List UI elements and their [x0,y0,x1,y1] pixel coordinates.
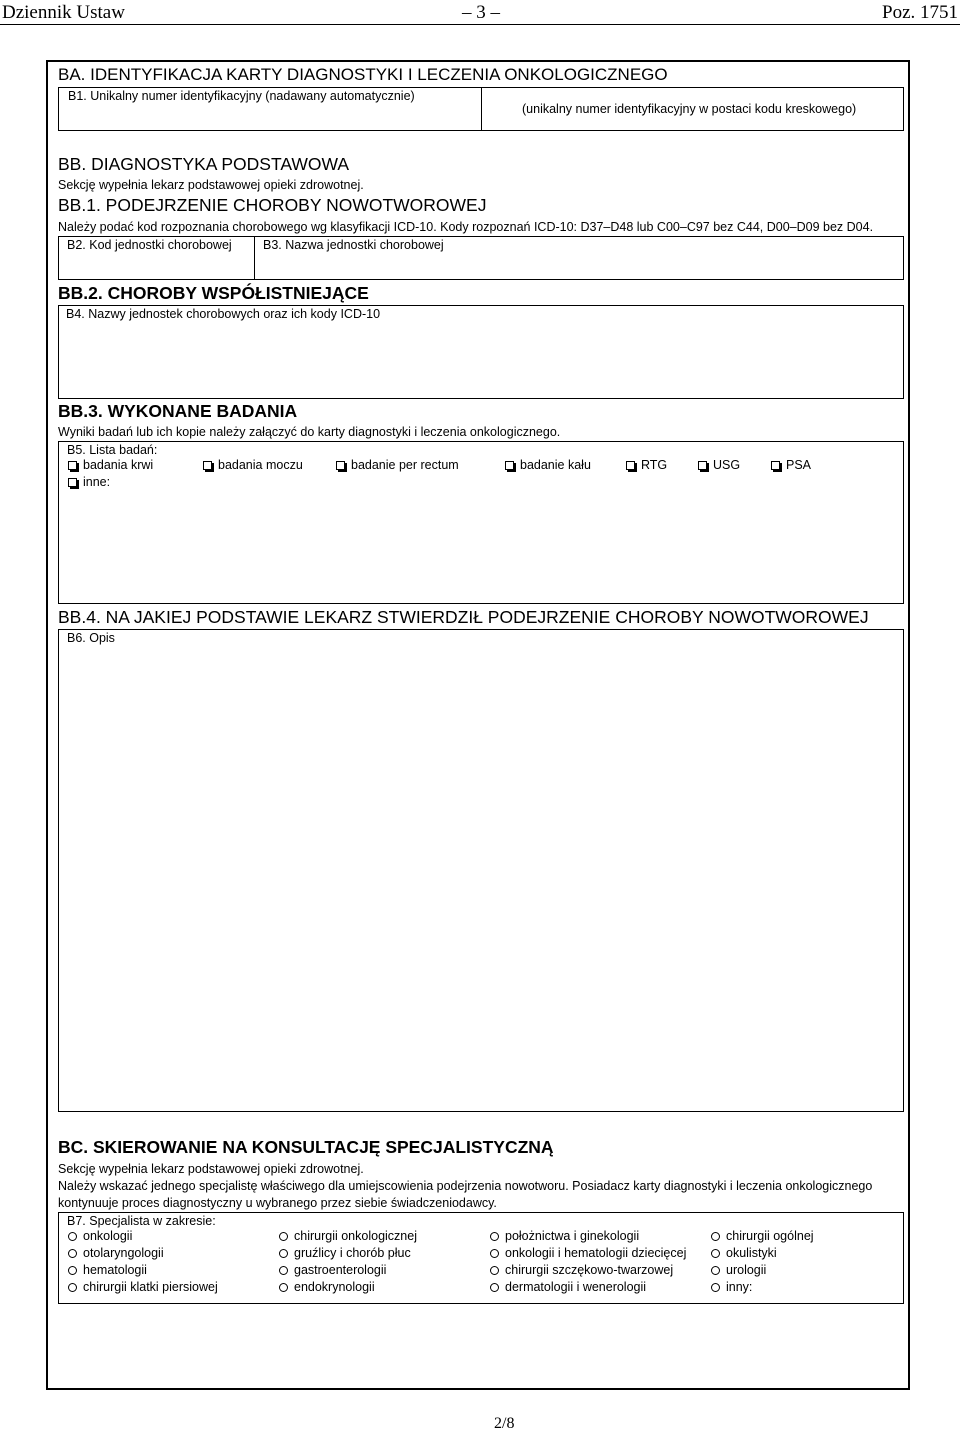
b1-id-field[interactable] [58,87,482,131]
checkbox-icon [68,461,77,470]
checkbox-rtg[interactable]: RTG [626,458,667,472]
section-bb3-note: Wyniki badań lub ich kopie należy załączyć do karty diagnostyki i leczenia onkologicznego. [58,425,561,439]
radio-icon [490,1266,499,1275]
radio-icon [279,1283,288,1292]
checkbox-icon [68,478,77,487]
radio-icon [711,1249,720,1258]
b4-label: B4. Nazwy jednostek chorobowych oraz ich kody ICD-10 [66,307,381,321]
radio-hematology[interactable]: hematologii [68,1263,147,1277]
section-bb-subtitle: Sekcję wypełnia lekarz podstawowej opieki zdrowotnej. [58,178,364,192]
b3-name-field[interactable] [254,236,904,280]
section-bb1-note: Należy podać kod rozpoznania chorobowego wg klasyfikacji ICD-10. Kody rozpoznań ICD-10: D37–D48 lub C00–C97 bez C44, D00–D09 bez D04. [58,220,874,234]
section-bb2-title: BB.2. CHOROBY WSPÓŁISTNIEJĄCE [58,283,369,303]
checkbox-usg[interactable]: USG [698,458,740,472]
radio-icon [68,1249,77,1258]
section-bc-note-line2: kontynuuje proces diagnostyczny u wybranego przez siebie świadczeniodawcy. [58,1196,497,1210]
b2-code-field[interactable] [58,236,255,280]
section-ba-title: BA. IDENTYFIKACJA KARTY DIAGNOSTYKI I LECZENIA ONKOLOGICZNEGO [58,65,668,84]
checkbox-icon [336,461,345,470]
checkbox-urine-tests[interactable]: badania moczu [203,458,303,472]
radio-tuberculosis-lung[interactable]: gruźlicy i chorób płuc [279,1246,411,1260]
b6-description-field[interactable] [58,629,904,1112]
checkbox-blood-tests[interactable]: badania krwi [68,458,153,472]
radio-icon [279,1266,288,1275]
b7-label: B7. Specjalista w zakresie: [67,1214,216,1228]
radio-icon [490,1249,499,1258]
barcode-field [481,87,904,131]
checkbox-icon [698,461,707,470]
section-bc-subtitle: Sekcję wypełnia lekarz podstawowej opieki zdrowotnej. [58,1162,364,1176]
header-rule [0,24,960,25]
radio-ophthalmology[interactable]: okulistyki [711,1246,777,1260]
radio-icon [68,1266,77,1275]
b6-label: B6. Opis [67,631,115,645]
checkbox-other[interactable]: inne: [68,475,110,489]
radio-icon [68,1283,77,1292]
radio-icon [711,1232,720,1241]
b2-label: B2. Kod jednostki chorobowej [67,238,232,252]
section-bb4-title: BB.4. NA JAKIEJ PODSTAWIE LEKARZ STWIERDZIŁ PODEJRZENIE CHOROBY NOWOTWOROWEJ [58,607,869,627]
radio-gastroenterology[interactable]: gastroenterologii [279,1263,386,1277]
checkbox-stool-test[interactable]: badanie kału [505,458,591,472]
radio-icon [279,1249,288,1258]
b4-comorbidities-field[interactable] [58,305,904,399]
radio-other-specialist[interactable]: inny: [711,1280,752,1294]
checkbox-icon [505,461,514,470]
checkbox-icon [626,461,635,470]
radio-oncology[interactable]: onkologii [68,1229,132,1243]
checkbox-icon [771,461,780,470]
barcode-label: (unikalny numer identyfikacyjny w postaci kodu kreskowego) [522,102,857,116]
radio-urology[interactable]: urologii [711,1263,766,1277]
radio-surgical-oncology[interactable]: chirurgii onkologicznej [279,1229,417,1243]
radio-icon [490,1283,499,1292]
radio-otolaryngology[interactable]: otolaryngologii [68,1246,164,1260]
radio-pediatric-onco-hematology[interactable]: onkologii i hematologii dziecięcej [490,1246,686,1260]
footer-page-counter: 2/8 [494,1415,515,1432]
b1-label: B1. Unikalny numer identyfikacyjny (nadawany automatycznie) [68,89,415,103]
header-position: Poz. 1751 [882,2,958,23]
section-bb3-title: BB.3. WYKONANE BADANIA [58,401,298,421]
checkbox-icon [203,461,212,470]
radio-dermatology-venereology[interactable]: dermatologii i wenerologii [490,1280,646,1294]
radio-endocrinology[interactable]: endokrynologii [279,1280,375,1294]
section-bc-note-line1: Należy wskazać jednego specjalistę właściwego dla umiejscowienia podejrzenia nowotworu. Posiadacz karty diagnostyki i leczenia onkologicznego [58,1179,873,1193]
section-bb-title: BB. DIAGNOSTYKA PODSTAWOWA [58,154,350,174]
radio-obstetrics-gynecology[interactable]: położnictwa i ginekologii [490,1229,639,1243]
checkbox-psa[interactable]: PSA [771,458,811,472]
b3-label: B3. Nazwa jednostki chorobowej [263,238,444,252]
radio-icon [711,1283,720,1292]
header-journal-title: Dziennik Ustaw [2,2,125,23]
radio-thoracic-surgery[interactable]: chirurgii klatki piersiowej [68,1280,218,1294]
radio-icon [711,1266,720,1275]
radio-icon [68,1232,77,1241]
header-page-number: – 3 – [462,2,500,23]
b5-label: B5. Lista badań: [67,443,158,457]
radio-icon [279,1232,288,1241]
radio-general-surgery[interactable]: chirurgii ogólnej [711,1229,814,1243]
section-bb1-title: BB.1. PODEJRZENIE CHOROBY NOWOTWOROWEJ [58,195,487,215]
radio-icon [490,1232,499,1241]
radio-maxillofacial-surgery[interactable]: chirurgii szczękowo-twarzowej [490,1263,673,1277]
section-bc-title: BC. SKIEROWANIE NA KONSULTACJĘ SPECJALISTYCZNĄ [58,1137,554,1157]
checkbox-per-rectum[interactable]: badanie per rectum [336,458,459,472]
